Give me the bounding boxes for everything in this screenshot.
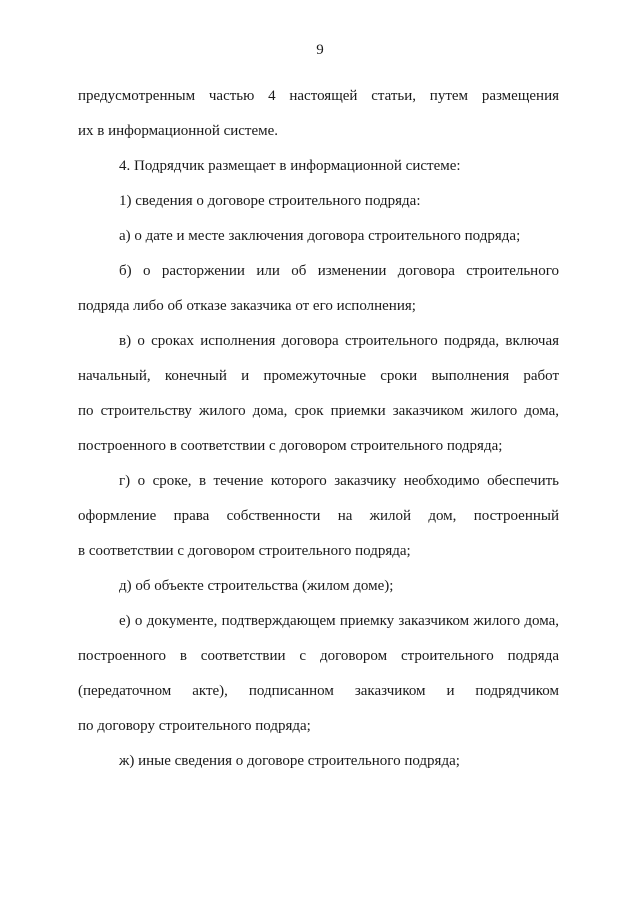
- item-e-line: е) о документе, подтверждающем приемку заказчиком жилого дома,: [119, 613, 559, 629]
- text-line: построенного в соответствии с договором строительного подряда;: [78, 438, 503, 454]
- text-line: их в информационной системе.: [78, 123, 279, 139]
- text-line: предусмотренным частью 4 настоящей статьи, путем размещения: [78, 88, 559, 104]
- text-line: оформление права собственности на жилой дом, построенный: [78, 508, 559, 524]
- item-b-line: б) о расторжении или об изменении договора строительного: [119, 263, 559, 279]
- text-line: (передаточном акте), подписанном заказчиком и подрядчиком: [78, 683, 559, 699]
- text-line: подряда либо об отказе заказчика от его исполнения;: [78, 298, 416, 314]
- text-line: начальный, конечный и промежуточные сроки выполнения работ: [78, 368, 559, 384]
- document-body: [78, 79, 559, 779]
- item-a-line: а) о дате и месте заключения договора строительного подряда;: [119, 228, 521, 244]
- item-zh-line: ж) иные сведения о договоре строительного подряда;: [119, 753, 460, 769]
- text-line: по договору строительного подряда;: [78, 718, 311, 734]
- text-line: построенного в соответствии с договором строительного подряда: [78, 648, 559, 664]
- text-line: в соответствии с договором строительного подряда;: [78, 543, 411, 559]
- item-g-line: г) о сроке, в течение которого заказчику необходимо обеспечить: [119, 473, 559, 489]
- item-v-line: в) о сроках исполнения договора строительного подряда, включая: [119, 333, 559, 349]
- page-number: 9: [316, 42, 324, 58]
- text-line: по строительству жилого дома, срок приемки заказчиком жилого дома,: [78, 403, 559, 419]
- paragraph-line-1: 1) сведения о договоре строительного подряда:: [119, 193, 421, 209]
- paragraph-line-4: 4. Подрядчик размещает в информационной системе:: [119, 158, 461, 174]
- item-d-line: д) об объекте строительства (жилом доме);: [119, 578, 394, 594]
